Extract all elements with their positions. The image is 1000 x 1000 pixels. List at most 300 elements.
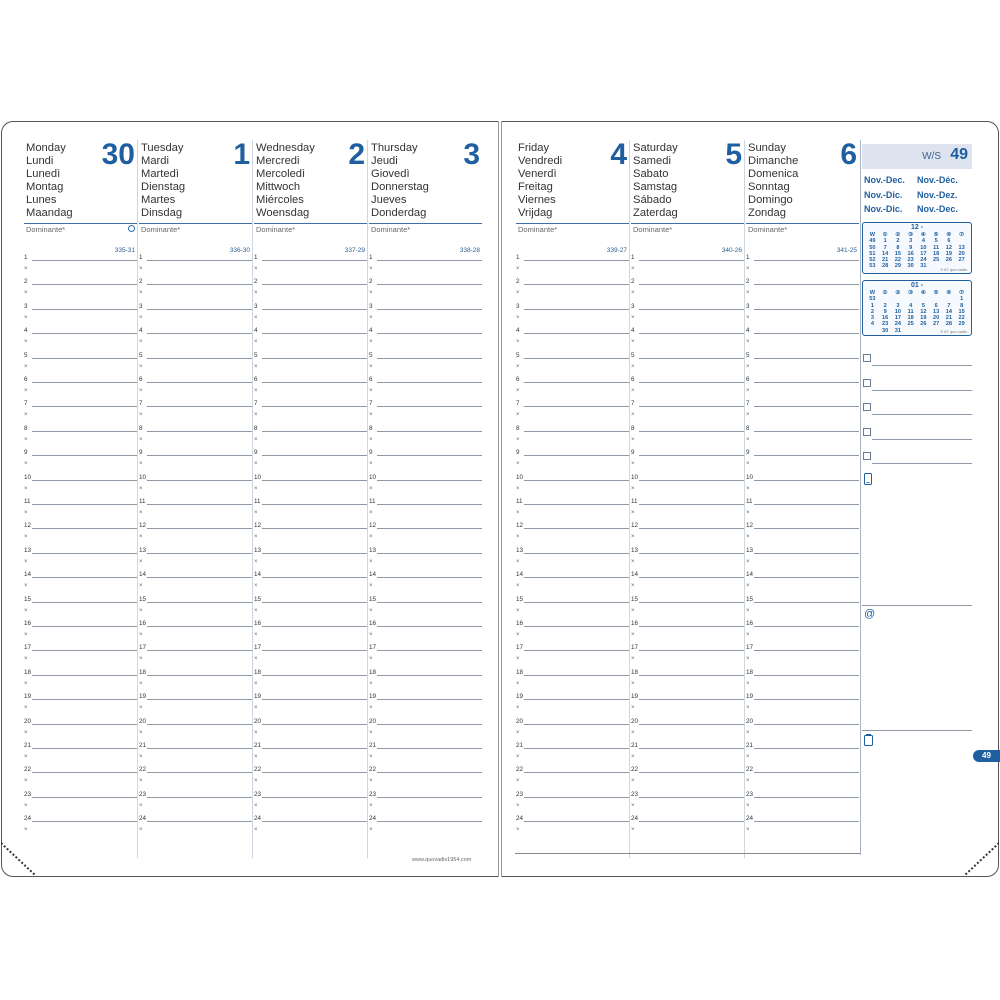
hour-row[interactable] — [746, 663, 859, 688]
hour-line — [377, 455, 482, 456]
hour-row[interactable] — [254, 736, 367, 761]
hour-row[interactable] — [516, 590, 629, 615]
hour-row[interactable] — [24, 248, 137, 273]
hour-number: 10 — [746, 473, 754, 481]
half-hour-marker: × — [254, 314, 258, 321]
half-hour-marker: × — [516, 388, 520, 394]
hour-row[interactable] — [369, 565, 482, 590]
date-cell: 25 — [933, 257, 940, 264]
hour-row[interactable] — [746, 492, 859, 517]
hour-row[interactable] — [369, 468, 482, 493]
hour-row[interactable] — [139, 541, 252, 566]
hour-number: 11 — [516, 498, 523, 505]
hour-row[interactable] — [631, 785, 744, 810]
hour-row[interactable] — [631, 736, 744, 761]
date-cell: 17 — [920, 250, 927, 257]
hour-row[interactable] — [254, 712, 367, 737]
hour-row[interactable] — [516, 468, 629, 493]
date-cell: 21 — [945, 315, 952, 322]
hour-row[interactable] — [24, 468, 137, 493]
hour-line — [524, 699, 629, 700]
hour-row[interactable] — [746, 712, 859, 737]
date-cell: 3 — [909, 238, 913, 245]
hour-row[interactable] — [746, 590, 859, 615]
hour-row[interactable] — [369, 346, 482, 371]
hour-row[interactable] — [516, 809, 629, 834]
hour-line — [377, 675, 482, 676]
hour-number: 4 — [631, 327, 635, 335]
hour-number: 17 — [139, 644, 147, 652]
hour-row[interactable] — [139, 370, 252, 395]
date-cell: 4 — [909, 302, 913, 309]
hour-number: 1 — [139, 254, 143, 261]
hour-row[interactable] — [139, 736, 252, 761]
hour-row[interactable] — [516, 346, 629, 371]
hour-row[interactable] — [139, 614, 252, 639]
hour-row[interactable] — [631, 760, 744, 785]
hour-number: 23 — [746, 790, 754, 798]
hour-row[interactable] — [746, 785, 859, 810]
half-hour-marker: × — [516, 778, 520, 785]
hour-row[interactable] — [516, 638, 629, 663]
hour-row[interactable] — [24, 492, 137, 517]
hour-row[interactable] — [369, 394, 482, 419]
hour-row[interactable] — [139, 492, 252, 517]
todo-line — [872, 414, 972, 415]
hour-row[interactable] — [631, 297, 744, 322]
hour-row[interactable] — [746, 297, 859, 322]
hour-row[interactable] — [369, 443, 482, 468]
half-hour-marker: × — [746, 656, 750, 663]
day-count: 340-26 — [721, 247, 742, 254]
hour-row[interactable] — [746, 419, 859, 444]
day-name: Martedì — [141, 168, 179, 180]
hour-row[interactable] — [369, 590, 482, 615]
hour-row[interactable] — [631, 492, 744, 517]
half-hour-marker: × — [746, 583, 750, 590]
hour-row[interactable] — [24, 687, 137, 712]
weekday-header: ⑤ — [933, 290, 939, 296]
hour-row[interactable] — [254, 492, 367, 517]
hour-number: 16 — [631, 620, 639, 627]
hour-row[interactable] — [516, 785, 629, 810]
hour-row[interactable] — [139, 297, 252, 322]
hour-row[interactable] — [24, 541, 137, 566]
half-hour-marker: × — [631, 510, 635, 516]
dominante-label: Dominante* — [518, 225, 558, 234]
hour-row[interactable] — [369, 638, 482, 663]
hour-line — [147, 724, 252, 725]
hour-line — [639, 480, 744, 481]
date-cell: 6 — [934, 302, 938, 309]
hour-line — [147, 358, 252, 359]
hour-line — [639, 650, 744, 651]
hour-row[interactable] — [254, 785, 367, 810]
half-hour-marker: × — [369, 461, 373, 468]
hour-row[interactable] — [254, 297, 367, 322]
hour-row[interactable] — [139, 590, 252, 615]
hour-row[interactable] — [369, 492, 482, 517]
hour-line — [754, 772, 859, 773]
hour-row[interactable] — [24, 663, 137, 688]
day-name: Sábado — [633, 194, 672, 206]
hour-row[interactable] — [746, 443, 859, 468]
hour-number: 23 — [254, 790, 262, 798]
hour-row[interactable] — [631, 419, 744, 444]
hour-row[interactable] — [24, 565, 137, 590]
hour-row[interactable] — [24, 712, 137, 737]
hour-row[interactable] — [254, 687, 367, 712]
hour-row[interactable] — [631, 443, 744, 468]
date-cell: 24 — [894, 321, 901, 328]
hour-row[interactable] — [139, 419, 252, 444]
weekday-header: ⑦ — [959, 232, 965, 238]
hour-line — [147, 748, 252, 749]
mini-calendar-copyright: © 67 quo vadis — [940, 329, 967, 334]
hour-row[interactable] — [516, 541, 629, 566]
hour-row[interactable] — [631, 272, 744, 297]
hour-row[interactable] — [254, 321, 367, 346]
hour-row[interactable] — [746, 394, 859, 419]
hour-number: 18 — [139, 668, 147, 676]
half-hour-marker: × — [631, 583, 635, 590]
hour-row[interactable] — [254, 419, 367, 444]
hour-row[interactable] — [139, 663, 252, 688]
hour-row[interactable] — [516, 736, 629, 761]
hour-row[interactable] — [139, 809, 252, 834]
half-hour-marker: × — [369, 314, 373, 321]
half-hour-marker: × — [516, 802, 520, 809]
hour-row[interactable] — [631, 687, 744, 712]
hour-row[interactable] — [746, 516, 859, 541]
hour-row[interactable] — [254, 248, 367, 273]
half-hour-marker: × — [139, 705, 143, 712]
day-number: 30 — [101, 138, 135, 171]
hour-row[interactable] — [746, 321, 859, 346]
hour-row[interactable] — [369, 760, 482, 785]
hour-row[interactable] — [254, 468, 367, 493]
hour-row[interactable] — [746, 809, 859, 834]
hour-row[interactable] — [24, 785, 137, 810]
hour-row[interactable] — [746, 370, 859, 395]
hour-line — [32, 528, 137, 529]
todo-item[interactable] — [862, 428, 972, 440]
todo-item[interactable] — [862, 354, 972, 366]
hour-line — [754, 821, 859, 822]
hour-row[interactable] — [24, 736, 137, 761]
hour-row[interactable] — [24, 419, 137, 444]
hour-number: 4 — [254, 327, 258, 335]
hour-row[interactable] — [631, 321, 744, 346]
hour-row[interactable] — [139, 687, 252, 712]
hour-number: 20 — [139, 717, 147, 725]
hour-line — [262, 626, 367, 627]
hour-row[interactable] — [24, 516, 137, 541]
todo-checkbox[interactable] — [863, 403, 871, 411]
hour-row[interactable] — [516, 687, 629, 712]
hour-row[interactable] — [746, 248, 859, 273]
hour-row[interactable] — [631, 712, 744, 737]
hour-row[interactable] — [631, 468, 744, 493]
hour-row[interactable] — [369, 272, 482, 297]
hour-row[interactable] — [139, 565, 252, 590]
hour-row[interactable] — [254, 638, 367, 663]
hour-line — [147, 821, 252, 822]
hour-line — [754, 504, 859, 505]
hour-row[interactable] — [24, 443, 137, 468]
hour-row[interactable] — [254, 663, 367, 688]
hour-line — [639, 406, 744, 407]
hour-row[interactable] — [631, 663, 744, 688]
half-hour-marker: × — [369, 510, 373, 516]
hour-row[interactable] — [139, 785, 252, 810]
day-name: Donderdag — [371, 207, 427, 219]
hour-row[interactable] — [369, 712, 482, 737]
hour-line — [32, 455, 137, 456]
mini-calendar-title: 12 - — [910, 224, 924, 231]
hour-number: 16 — [516, 620, 524, 627]
hour-line — [147, 602, 252, 603]
hour-row[interactable] — [746, 760, 859, 785]
hour-line — [639, 675, 744, 676]
hour-number: 6 — [746, 376, 750, 383]
hour-number: 22 — [139, 766, 147, 774]
hour-row[interactable] — [746, 272, 859, 297]
hour-row[interactable] — [24, 297, 137, 322]
todo-item[interactable] — [862, 379, 972, 391]
hour-line — [524, 455, 629, 456]
half-hour-marker: × — [24, 412, 28, 419]
day-name: Woensdag — [256, 207, 310, 219]
hour-row[interactable] — [631, 614, 744, 639]
hour-row[interactable] — [24, 394, 137, 419]
hour-number: 7 — [746, 400, 750, 408]
hour-row[interactable] — [369, 516, 482, 541]
notepad-icon — [864, 734, 873, 749]
hour-line — [524, 772, 629, 773]
day-column — [631, 140, 744, 860]
half-hour-marker: × — [139, 607, 143, 614]
hour-row[interactable] — [254, 394, 367, 419]
hour-row[interactable] — [139, 321, 252, 346]
week-number-cell: 50 — [869, 244, 876, 251]
hour-row[interactable] — [631, 370, 744, 395]
hour-line — [377, 821, 482, 822]
hour-row[interactable] — [631, 346, 744, 371]
day-name: Zaterdag — [633, 207, 678, 219]
hour-row[interactable] — [139, 443, 252, 468]
half-hour-marker: × — [24, 583, 28, 590]
hour-row[interactable] — [254, 614, 367, 639]
hour-row[interactable] — [516, 272, 629, 297]
hour-row[interactable] — [516, 492, 629, 517]
half-hour-marker: × — [516, 656, 520, 663]
hour-row[interactable] — [516, 370, 629, 395]
hour-row[interactable] — [254, 272, 367, 297]
half-hour-marker: × — [516, 461, 520, 468]
hour-row[interactable] — [24, 590, 137, 615]
hour-row[interactable] — [746, 687, 859, 712]
hour-row[interactable] — [254, 516, 367, 541]
half-hour-marker: × — [516, 754, 520, 760]
hour-row[interactable] — [746, 541, 859, 566]
half-hour-marker: × — [139, 485, 143, 492]
hour-line — [262, 553, 367, 554]
hour-row[interactable] — [631, 541, 744, 566]
week-tab[interactable]: 49 — [973, 750, 1000, 762]
hour-number: 16 — [369, 620, 377, 627]
date-cell: 2 — [883, 302, 887, 309]
hour-line — [377, 333, 482, 334]
hour-row[interactable] — [369, 736, 482, 761]
half-hour-marker: × — [369, 583, 373, 590]
todo-item[interactable] — [862, 403, 972, 415]
hour-row[interactable] — [516, 760, 629, 785]
half-hour-marker: × — [746, 729, 750, 736]
hour-number: 2 — [369, 278, 373, 286]
hour-row[interactable] — [369, 663, 482, 688]
todo-item[interactable] — [862, 452, 972, 464]
hour-row[interactable] — [254, 541, 367, 566]
todo-checkbox[interactable] — [863, 379, 871, 387]
date-cell: 6 — [947, 238, 951, 245]
hour-row[interactable] — [139, 346, 252, 371]
hour-row[interactable] — [369, 785, 482, 810]
hour-row[interactable] — [746, 736, 859, 761]
hour-row[interactable] — [631, 638, 744, 663]
hour-line — [754, 602, 859, 603]
hour-row[interactable] — [139, 272, 252, 297]
hour-number: 13 — [516, 546, 524, 554]
date-cell: 5 — [921, 302, 925, 309]
hour-row[interactable] — [24, 370, 137, 395]
weekday-header: ① — [882, 290, 888, 296]
hour-row[interactable] — [516, 614, 629, 639]
hour-row[interactable] — [516, 663, 629, 688]
hour-row[interactable] — [516, 248, 629, 273]
hour-row[interactable] — [369, 321, 482, 346]
hour-row[interactable] — [516, 394, 629, 419]
hour-row[interactable] — [24, 760, 137, 785]
hour-row[interactable] — [516, 565, 629, 590]
half-hour-marker: × — [139, 266, 143, 272]
hour-number: 17 — [631, 644, 639, 652]
hour-line — [639, 577, 744, 578]
hour-line — [639, 699, 744, 700]
hour-row[interactable] — [139, 712, 252, 737]
half-hour-marker: × — [369, 266, 373, 272]
hour-row[interactable] — [254, 760, 367, 785]
header-rule — [24, 223, 137, 224]
half-hour-marker: × — [631, 754, 635, 760]
hour-row[interactable] — [369, 370, 482, 395]
hour-row[interactable] — [516, 297, 629, 322]
hour-row[interactable] — [516, 321, 629, 346]
hour-row[interactable] — [254, 370, 367, 395]
hour-number: 4 — [24, 327, 28, 335]
hour-row[interactable] — [24, 809, 137, 834]
hour-line — [524, 406, 629, 407]
hour-number: 1 — [516, 254, 520, 261]
hour-row[interactable] — [369, 541, 482, 566]
hour-number: 13 — [254, 546, 262, 554]
hour-row[interactable] — [24, 321, 137, 346]
hour-row[interactable] — [139, 248, 252, 273]
date-cell — [917, 328, 930, 334]
hour-number: 20 — [746, 717, 754, 725]
hour-row[interactable] — [369, 248, 482, 273]
hour-row[interactable] — [24, 638, 137, 663]
hour-row[interactable] — [746, 565, 859, 590]
hour-line — [32, 724, 137, 725]
half-hour-marker: × — [516, 412, 520, 419]
hour-line — [262, 284, 367, 285]
hour-row[interactable] — [139, 394, 252, 419]
hour-row[interactable] — [631, 394, 744, 419]
hour-row[interactable] — [369, 809, 482, 834]
hour-line — [32, 480, 137, 481]
hour-row[interactable] — [24, 272, 137, 297]
hour-row[interactable] — [139, 468, 252, 493]
hour-row[interactable] — [516, 712, 629, 737]
hour-row[interactable] — [631, 516, 744, 541]
hour-row[interactable] — [516, 516, 629, 541]
todo-checkbox[interactable] — [863, 452, 871, 460]
day-name: Lundi — [26, 155, 54, 167]
hour-row[interactable] — [24, 614, 137, 639]
todo-checkbox[interactable] — [863, 428, 871, 436]
hour-row[interactable] — [254, 809, 367, 834]
date-cell: 19 — [945, 250, 952, 257]
hour-row[interactable] — [254, 346, 367, 371]
hour-line — [262, 772, 367, 773]
hour-row[interactable] — [254, 590, 367, 615]
header-rule — [369, 223, 482, 224]
week-label: W/S — [922, 151, 941, 162]
hour-row[interactable] — [139, 760, 252, 785]
hour-row[interactable] — [746, 614, 859, 639]
hour-row[interactable] — [369, 419, 482, 444]
hour-row[interactable] — [631, 809, 744, 834]
hour-row[interactable] — [746, 346, 859, 371]
half-hour-marker: × — [516, 314, 520, 321]
hour-row[interactable] — [746, 638, 859, 663]
hour-row[interactable] — [746, 468, 859, 493]
day-name: Vrijdag — [518, 207, 553, 219]
half-hour-marker: × — [516, 485, 520, 492]
hour-row[interactable] — [516, 419, 629, 444]
half-hour-marker: × — [369, 412, 373, 419]
hour-row[interactable] — [254, 565, 367, 590]
hour-number: 14 — [254, 571, 262, 579]
hour-row[interactable] — [516, 443, 629, 468]
hour-row[interactable] — [369, 614, 482, 639]
mini-calendar-grid — [863, 232, 971, 270]
day-name: Miércoles — [256, 194, 304, 206]
hour-row[interactable] — [369, 687, 482, 712]
hour-row[interactable] — [139, 638, 252, 663]
hour-row[interactable] — [631, 565, 744, 590]
hour-row[interactable] — [369, 297, 482, 322]
hour-row[interactable] — [631, 248, 744, 273]
hour-row[interactable] — [254, 443, 367, 468]
week-number-cell: 4 — [870, 321, 874, 328]
hour-row[interactable] — [631, 590, 744, 615]
hour-number: 4 — [369, 327, 373, 335]
hour-row[interactable] — [24, 346, 137, 371]
hour-row[interactable] — [139, 516, 252, 541]
todo-checkbox[interactable] — [863, 354, 871, 362]
